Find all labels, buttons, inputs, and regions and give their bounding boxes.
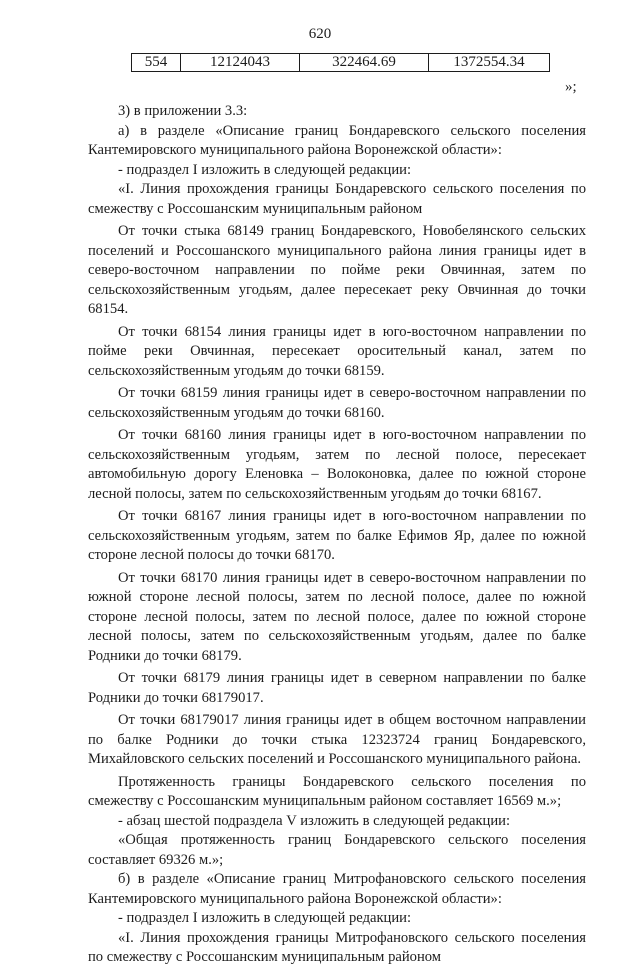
paragraph: а) в разделе «Описание границ Бондаревского сельского поселения Кантемировского муниципального района Воронежской области»: xyxy=(88,122,586,158)
paragraph: «I. Линия прохождения границы Бондаревского сельского поселения по смежеству с Россошанским муниципальным районом xyxy=(88,181,586,217)
paragraph: 3) в приложении 3.3: xyxy=(118,103,248,119)
paragraph: Протяженность границы Бондаревского сельского поселения по смежеству с Россошанским муниципальным районом составляет 16569 м.»; xyxy=(88,773,586,809)
paragraph: «I. Линия прохождения границы Митрофановского сельского поселения по смежеству с Россошанским муниципальным районом xyxy=(88,929,586,965)
paragraph: От точки стыка 68149 границ Бондаревского, Новобелянского сельских поселений и Россошанского муниципального района линия границы идет в северо-восточном направлении по пойме реки Овчинная, затем по сельскохозяйственным угодьям, далее пересекает реку Овчинная до точки 68154. xyxy=(88,223,586,317)
table-cell-y-coordinate: 1372554.34 xyxy=(429,54,550,72)
paragraph: От точки 68167 линия границы идет в юго-восточном направлении по сельскохозяйственным угодьям, затем по балке Ефимов Яр, далее по южной стороне лесной полосы до точки 68170. xyxy=(88,508,586,563)
paragraph: От точки 68179 линия границы идет в северном направлении по балке Родники до точки 68179017. xyxy=(88,670,586,706)
paragraph: «Общая протяженность границ Бондаревского сельского поселения составляет 69326 м.»; xyxy=(88,832,586,868)
paragraph: От точки 68159 линия границы идет в северо-восточном направлении по сельскохозяйственным угодьям до точки 68160. xyxy=(88,385,586,421)
paragraph: От точки 68170 линия границы идет в северо-восточном направлении по южной стороне лесной полосы, затем по лесной полосе, далее по южной стороне лесной полосы, затем по лесной полосе, далее по южной стороне лесной полосы, затем по сельскохозяйственным угодьям, далее по балке Родники до точки 68179. xyxy=(88,569,586,664)
document-body xyxy=(88,102,586,968)
paragraph: От точки 68179017 линия границы идет в общем восточном направлении по балке Родники до точки стыка 12323724 границ Бондаревского, Михайловского сельских поселений и Россошанского муниципального района. xyxy=(88,712,586,767)
page-number: 620 xyxy=(308,26,332,42)
paragraph: - подраздел I изложить в следующей редакции: xyxy=(118,910,412,926)
boundary-point-table xyxy=(131,53,550,72)
paragraph: - абзац шестой подраздела V изложить в следующей редакции: xyxy=(118,812,511,829)
paragraph: От точки 68160 линия границы идет в юго-восточном направлении по сельскохозяйственным угодьям, затем по лесной полосе, пересекает автомобильную дорогу Еленовка – Волоконовка, далее по южной стороне лесной полосы, затем по сельскохозяйственным угодьям до точки 68167. xyxy=(88,427,586,502)
table-cell-point-id: 12124043 xyxy=(181,54,300,72)
table-cell-x-coordinate: 322464.69 xyxy=(300,54,429,72)
closing-quote-mark: »; xyxy=(565,79,577,95)
table-row xyxy=(132,54,550,72)
paragraph: От точки 68154 линия границы идет в юго-восточном направлении по пойме реки Овчинная, пересекает оросительный канал, затем по сельскохозяйственным угодьям до точки 68159. xyxy=(88,323,586,379)
paragraph: - подраздел I изложить в следующей редакции: xyxy=(118,161,412,178)
table-cell-point-number: 554 xyxy=(132,54,181,72)
paragraph: б) в разделе «Описание границ Митрофановского сельского поселения Кантемировского муниципального района Воронежской области»: xyxy=(88,871,586,907)
